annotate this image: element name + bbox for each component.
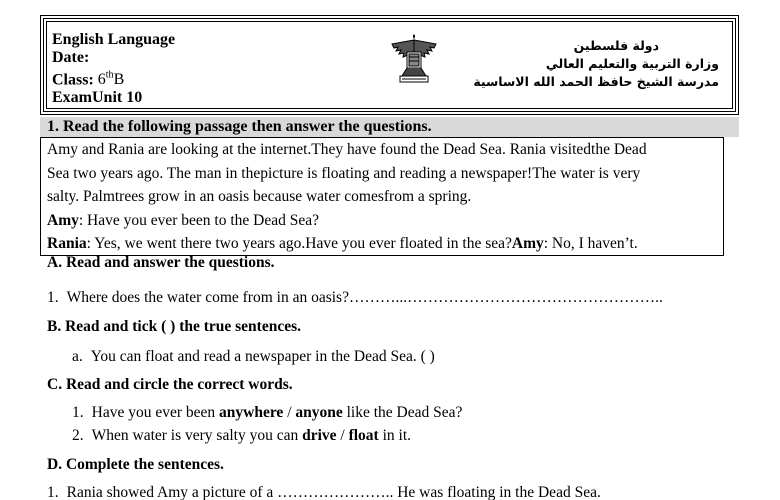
exam-header xyxy=(40,15,739,115)
section-d-question: 1. Rania showed Amy a picture of a ………………….. He was floating in the Dead Sea. xyxy=(47,484,601,500)
class-grade: 6thB xyxy=(97,70,125,89)
passage-line: Sea two years ago. The man in thepicture is floating and reading a newspaper!The water is very xyxy=(47,164,641,182)
reading-passage xyxy=(40,137,724,256)
subject-label: English Language xyxy=(52,31,176,48)
section-a-title: A. Read and answer the questions. xyxy=(47,254,275,271)
section-a-question: 1. Where does the water come from in an oasis?………...………………………………………….. xyxy=(47,289,663,306)
passage-line: salty. Palmtrees grow in an oasis because water comesfrom a spring. xyxy=(47,188,472,205)
section-d-title: D. Complete the sentences. xyxy=(47,456,224,473)
section-b-title: B. Read and tick ( ) the true sentences. xyxy=(47,318,302,335)
ministry-label: وزارة التربية والتعليم العالي xyxy=(545,56,719,71)
header-info xyxy=(52,31,175,107)
palestine-eagle-emblem-icon xyxy=(390,32,438,86)
section-c-title: C. Read and circle the correct words. xyxy=(47,376,293,393)
section-b-statement: a. You can float and read a newspaper in the Dead Sea. ( ) xyxy=(72,348,435,365)
section-c-question: 1. Have you ever been anywhere / anyone like the Dead Sea? xyxy=(72,404,463,421)
exam-unit-label: ExamUnit 10 xyxy=(52,89,143,107)
date-label: Date: xyxy=(52,49,90,66)
question-title: 1. Read the following passage then answer the questions. xyxy=(40,117,739,137)
ministry-info xyxy=(473,37,719,91)
dialogue-line: Amy: Have you ever been to the Dead Sea? xyxy=(47,211,320,229)
passage-line: Amy and Rania are looking at the internet.They have found the Dead Sea. Rania visitedthe Dead xyxy=(47,141,647,158)
class-label: Class: 6thB xyxy=(52,70,125,89)
school-label: مدرسة الشيخ حافظ الحمد الله الاساسية xyxy=(473,74,719,89)
state-label: دولة فلسطين xyxy=(573,38,659,53)
dialogue-line: Rania: Yes, we went there two years ago.Have you ever floated in the sea?Amy: No, I haven’t. xyxy=(47,235,638,252)
section-c-question: 2. When water is very salty you can drive / float in it. xyxy=(72,427,412,444)
